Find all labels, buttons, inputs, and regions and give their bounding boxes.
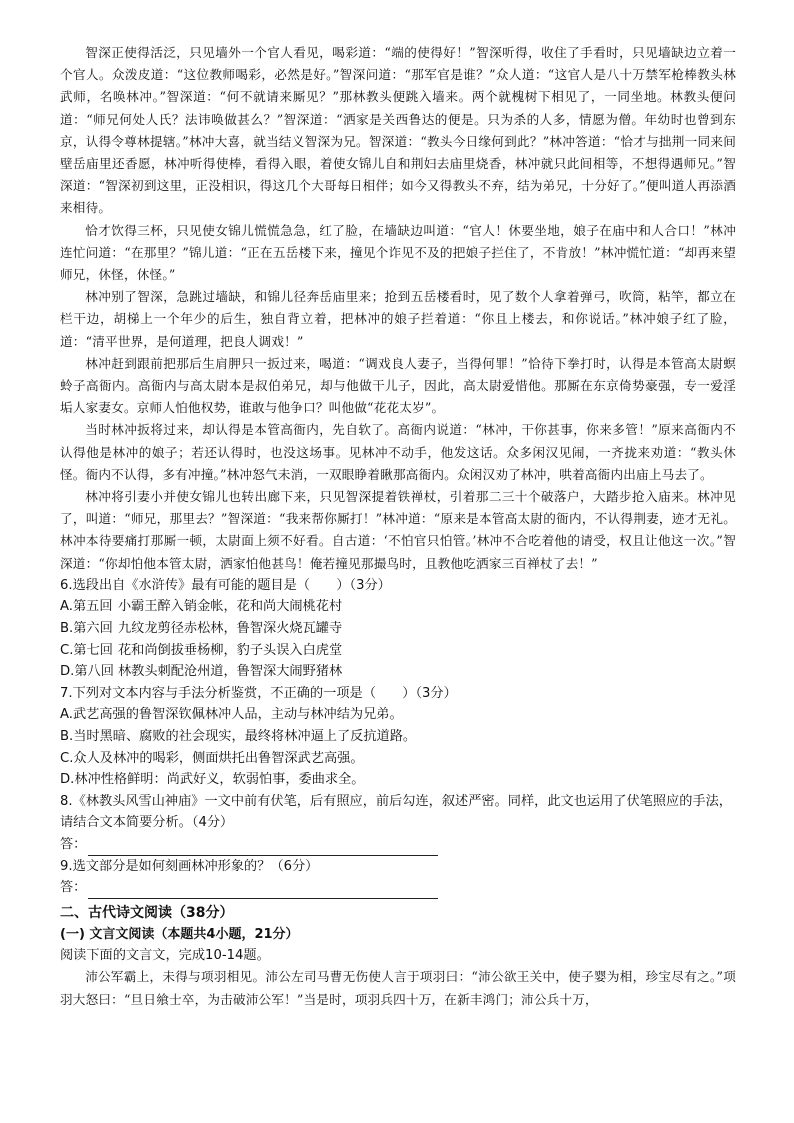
answer-label: 答：: [60, 880, 87, 896]
passage-paragraph: 恰才饮得三杯，只见使女锦儿慌慌急急，红了脸，在墙缺边叫道：“官人！休要坐地，娘子在庙中和人合口！”林冲连忙问道：“在那里？”锦儿道：“正在五岳楼下来，撞见个诈见不及的把娘子拦住了，不肯放！”林冲慌忙道：“却再来望师兄，休怪，休怪。”: [60, 222, 736, 283]
question-6-option-a[interactable]: [60, 596, 736, 618]
question-7-option-a[interactable]: A.武艺高强的鲁智深钦佩林冲人品，主动与林冲结为兄弟。: [60, 707, 403, 723]
passage-paragraph: 林冲赶到跟前把那后生肩胛只一扳过来，喝道：“调戏良人妻子，当得何罪！”恰待下拳打时，认得是本管高太尉螟蛉子高衙内。高衙内与高太尉本是叔伯弟兄，却与他做干儿子，因此，高太尉爱惜他。那厮在东京倚势豪强，专一爱淫垢人家妻女。京师人怕他权势，谁敢与他争口？叫他做“花花太岁”。: [60, 355, 736, 416]
question-6-stem: 6.选段出自《水浒传》最有可能的题目是（ ）（3分）: [60, 577, 391, 593]
question-7-option-d[interactable]: D.林冲性格鲜明：尚武好义，软弱怕事，委曲求全。: [60, 772, 365, 788]
question-7-option-b[interactable]: B.当时黑暗、腐败的社会现实，最终将林冲逼上了反抗道路。: [60, 729, 417, 745]
passage-paragraph: 当时林冲扳将过来，却认得是本管高衙内，先自软了。高衙内说道：“林冲，干你甚事，你来多管！”原来高衙内不认得他是林冲的娘子；若还认得时，也没这场事。见林冲不动手，他发这话。众多闲汉见闹，一齐拢来劝道：“教头休怪。衙内不认得，多有冲撞。”林冲怒气未消，一双眼睁着瞅那高衙内。众闲汉劝了林冲，哄着高衙内出庙上马去了。: [60, 422, 736, 482]
passage-paragraph: 林冲将引妻小并使女锦儿也转出廊下来，只见智深提着铁禅杖，引着那二三十个破落户，大踏步抢入庙来。林冲见了，叫道：“师兄，那里去？”智深道：“我来帮你厮打！”林冲道：“原来是本管高太尉的衙内，不认得荆妻，迹才无礼。林冲本待要痛打那厮一顿，太尉面上须不好看。自古道：‘不怕官只怕管。’林冲不合吃着他的请受，权且让他这一次。”智深道：“你却怕他本管太尉，洒家怕他甚鸟！俺若撞见那撮鸟时，且教他吃洒家三百禅杖了去！”: [60, 489, 736, 571]
answer-blank[interactable]: [88, 884, 438, 899]
option-label: D.第八回: [60, 664, 114, 680]
option-text: 九纹龙剪径赤松林，鲁智深火烧瓦罐寺: [118, 621, 343, 637]
answer-label: 答：: [60, 837, 87, 852]
option-label: A.第五回: [60, 599, 113, 615]
option-label: C.第七回: [60, 642, 113, 658]
question-6-option-d[interactable]: [60, 661, 736, 683]
section-2: [60, 902, 736, 1011]
question-7: [60, 683, 736, 791]
classical-passage-paragraph: 沛公军霸上，未得与项羽相见。沛公左司马曹无伤使人言于项羽曰：“沛公欲王关中，使子婴为相，珍宝尽有之。”项羽大怒曰：“旦日飨士卒，为击破沛公军！”当是时，项羽兵四十万，在新丰鸿门；沛公兵十万，: [60, 969, 736, 1007]
answer-blank[interactable]: [88, 841, 438, 856]
question-9-stem: 9.选文部分是如何刻画林冲形象的？（6分）: [60, 858, 319, 874]
question-9: [60, 856, 736, 899]
passage-paragraph: 智深正使得活泛，只见墙外一个官人看见，喝彩道：“端的使得好！”智深听得，收住了手看时，只见墙缺边立着一个官人。众泼皮道：“这位教师喝彩，必然是好。”智深问道：“那军官是谁？”众人道：“这官人是八十万禁军枪棒教头林武师，名唤林冲。”智深道：“何不就请来厮见？”那林教头便跳入墙来。两个就槐树下相见了，一同坐地。林教头便问道：“师兄何处人氏？法讳唤做甚么？”智深道：“洒家是关西鲁达的便是。只为杀的人多，情愿为僧。年幼时也曾到东京，认得令尊林提辖。”林冲大喜，就当结义智深为兄。智深道：“教头今日缘何到此？”林冲答道：“恰才与拙荆一同来间壁岳庙里还香愿，林冲听得使棒，看得入眼，着使女锦儿自和荆妇去庙里烧香，林冲就只此间相等，不想得遇师兄。”智深道：“智深初到这里，正没相识，得这几个大哥每日相伴；如今又得教头不弃，结为弟兄，十分好了。”便叫道人再添酒来相待。: [60, 45, 736, 216]
exam-page: [60, 42, 736, 1011]
question-9-answer-line[interactable]: [60, 877, 736, 899]
section-instruction: 阅读下面的文言文，完成10-14题。: [60, 947, 270, 963]
question-8-answer-line[interactable]: [60, 834, 736, 856]
question-6-option-b[interactable]: [60, 618, 736, 640]
question-7-option-c[interactable]: C.众人及林冲的喝彩，侧面烘托出鲁智深武艺高强。: [60, 750, 364, 766]
option-text: 林教头刺配沧州道，鲁智深大闹野猪林: [118, 664, 343, 680]
question-8: [60, 791, 736, 856]
section-subtitle: (一) 文言文阅读（本题共4小题，21分）: [60, 926, 299, 942]
section-title: 二、古代诗文阅读（38分）: [60, 904, 234, 921]
reading-passage: [60, 42, 736, 575]
option-label: B.第六回: [60, 621, 113, 637]
option-text: 小霸王醉入销金帐，花和尚大闹桃花村: [118, 599, 343, 615]
question-8-stem: 8.《林教头风雪山神庙》一文中前有伏笔，后有照应，前后勾连，叙述严密。同样，此文也运用了伏笔照应的手法，请结合文本简要分析。（4分）: [60, 793, 732, 831]
question-7-stem: 7.下列对文本内容与手法分析鉴赏，不正确的一项是（ ）（3分）: [60, 685, 457, 701]
question-6-option-c[interactable]: [60, 640, 736, 662]
option-text: 花和尚倒拔垂杨柳，豹子头误入白虎堂: [118, 642, 343, 658]
passage-paragraph: 林冲别了智深，急跳过墙缺，和锦儿径奔岳庙里来；抢到五岳楼看时，见了数个人拿着弹弓，吹筒，粘竿，都立在栏干边，胡梯上一个年少的后生，独自背立着，把林冲的娘子拦着道：“你且上楼去，和你说话。”林冲娘子红了脸，道：“清平世界，是何道理，把良人调戏！”: [60, 289, 736, 349]
question-6: [60, 575, 736, 683]
